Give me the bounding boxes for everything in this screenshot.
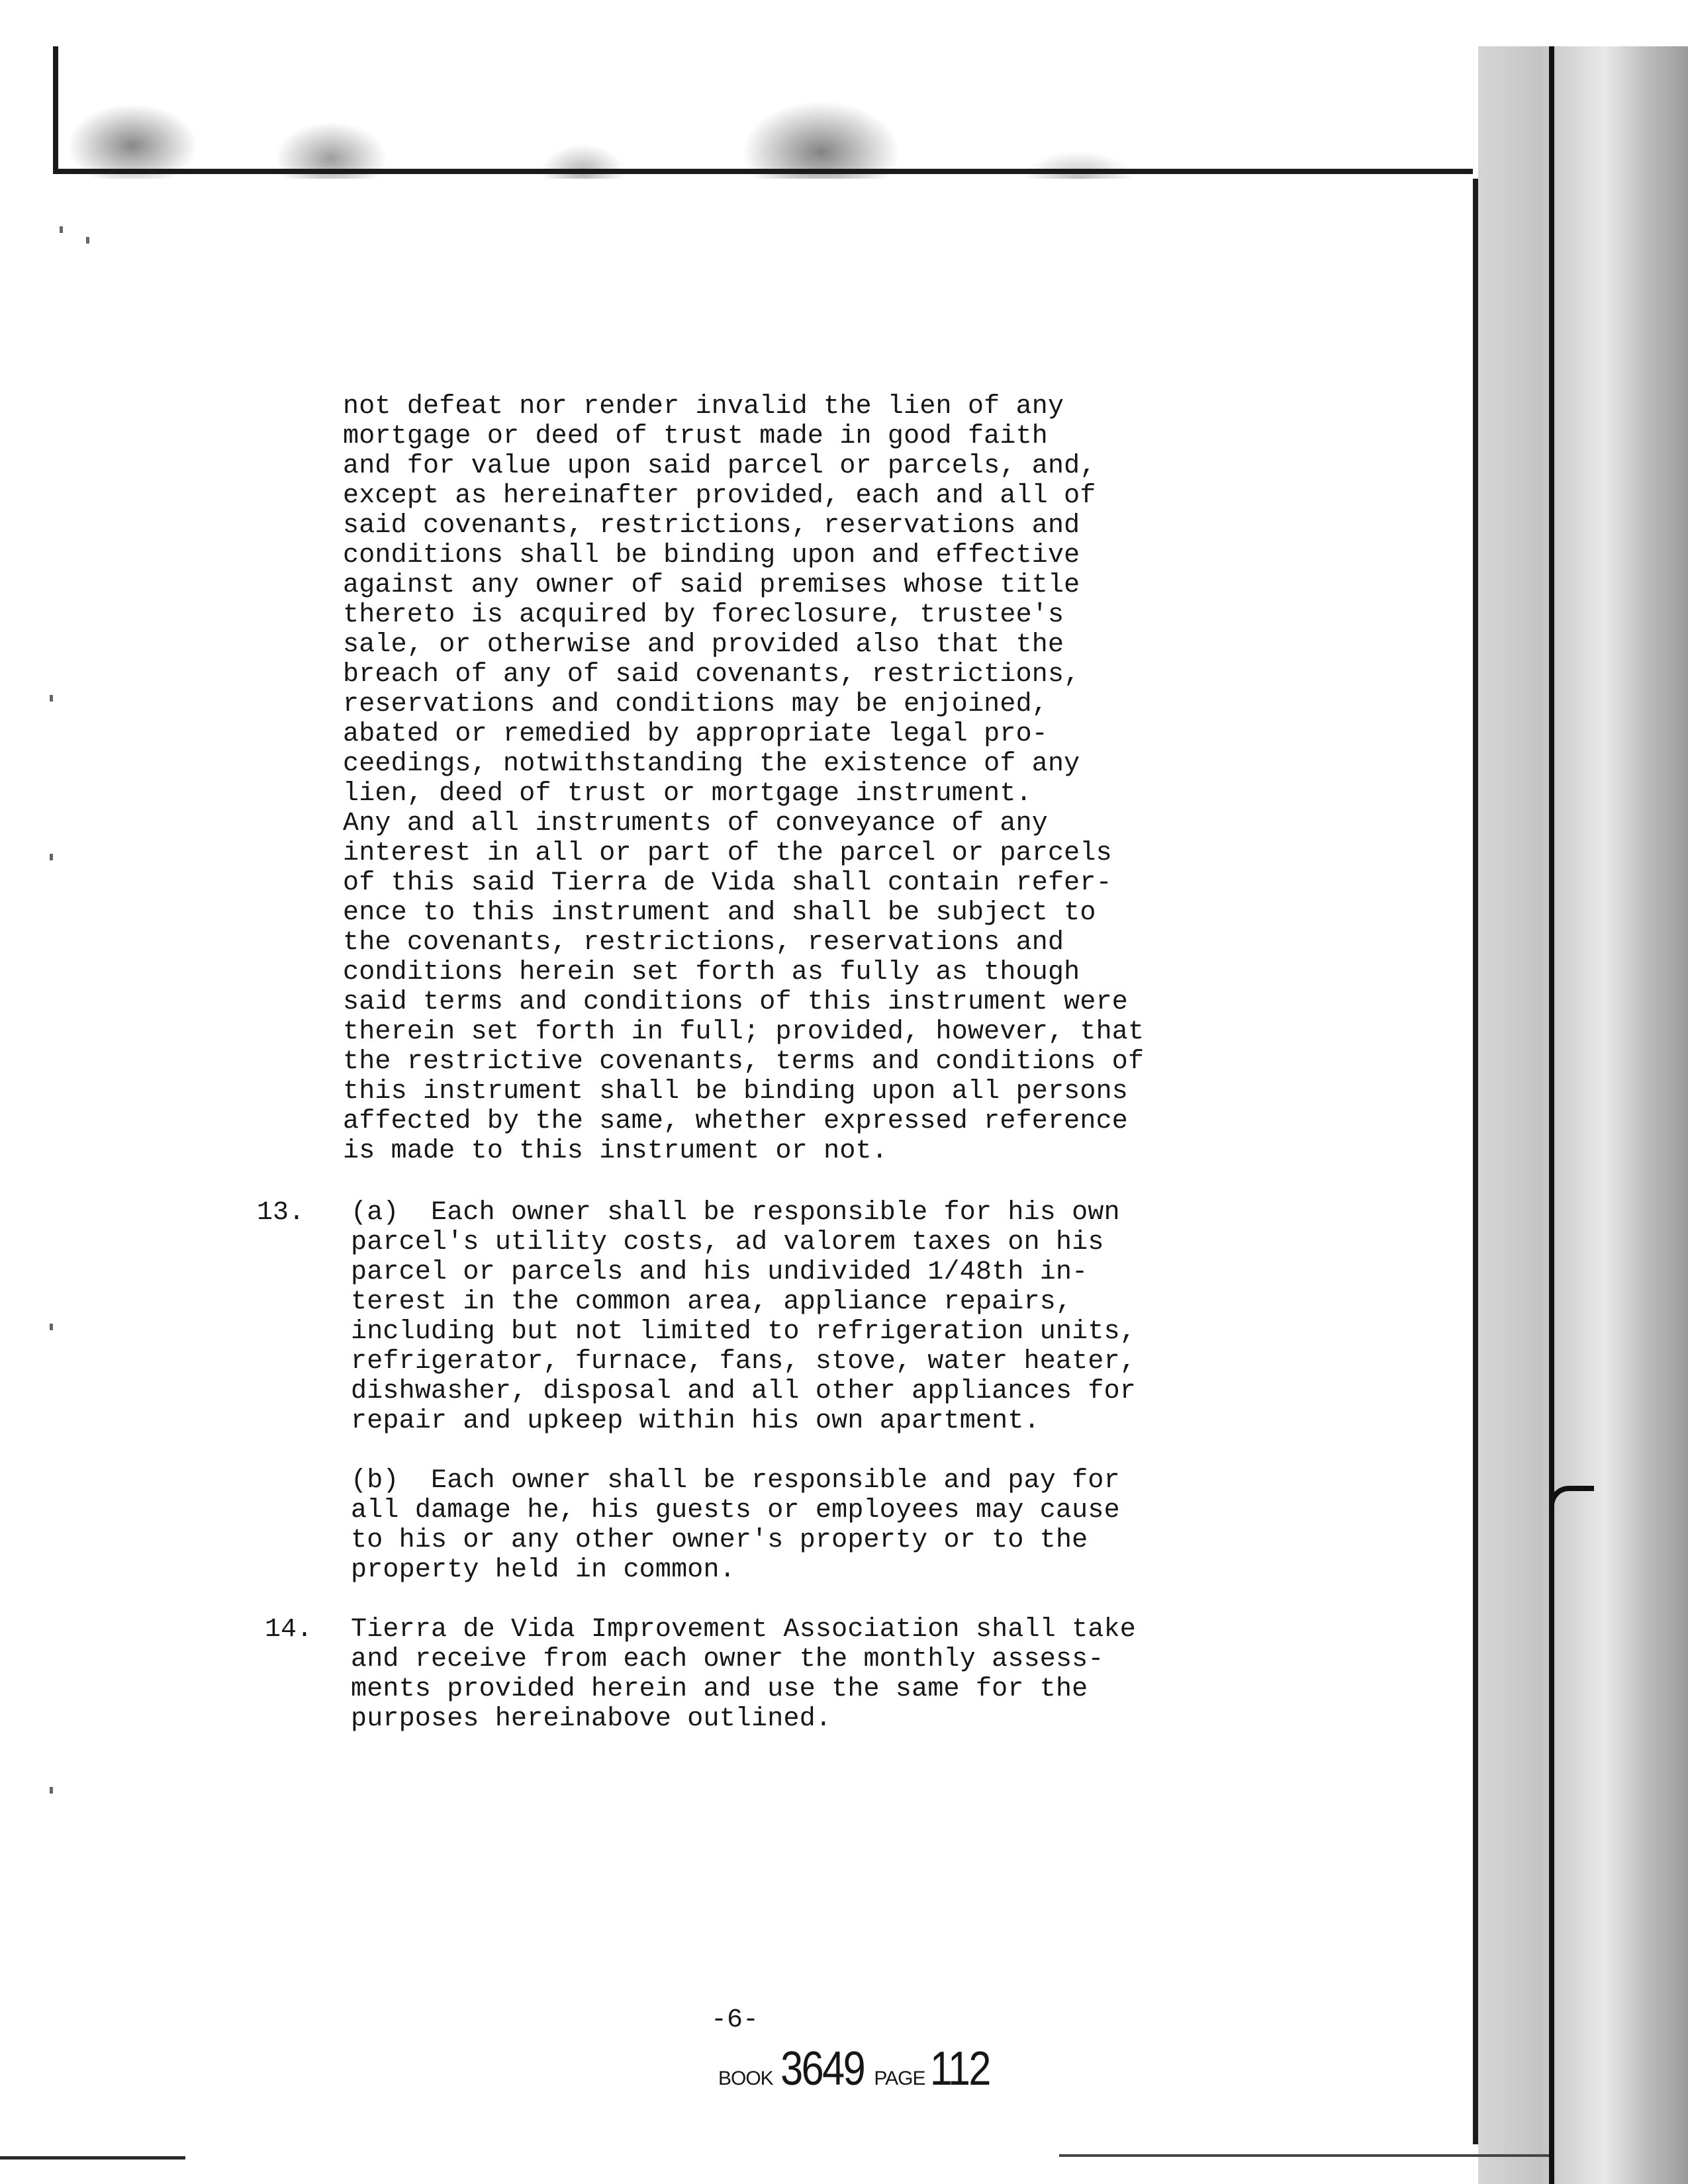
book-label: BOOK — [718, 2068, 773, 2089]
section-13-part-b — [351, 1466, 1120, 1585]
book-page-stamp — [718, 2042, 995, 2096]
section-14-line: Tierra de Vida Improvement Association shall take — [351, 1615, 1136, 1645]
scan-edge-bottom-right — [1059, 2154, 1549, 2157]
section-13-part-a — [351, 1198, 1136, 1436]
page-label: PAGE — [874, 2068, 925, 2089]
paragraph-line: lien, deed of trust or mortgage instrument. — [343, 779, 1032, 809]
section-13-b-line: property held in common. — [351, 1555, 735, 1585]
scan-edge-top — [53, 169, 1473, 174]
section-13-b-line: all damage he, his guests or employees may cause — [351, 1496, 1120, 1525]
paragraph-line: said covenants, restrictions, reservations and — [343, 511, 1080, 541]
paragraph-line: therein set forth in full; provided, however, that — [343, 1017, 1145, 1047]
paragraph-line: ence to this instrument and shall be subject to — [343, 898, 1096, 928]
paragraph-line: thereto is acquired by foreclosure, trustee's — [343, 600, 1064, 630]
section-13-b-line: to his or any other owner's property or to the — [351, 1525, 1088, 1555]
paragraph-line: the restrictive covenants, terms and conditions of — [343, 1047, 1145, 1077]
section-13-a-line: parcel or parcels and his undivided 1/48th in- — [351, 1257, 1088, 1287]
page-reference: 112 — [930, 2042, 990, 2095]
paragraph-line: affected by the same, whether expressed reference — [343, 1107, 1128, 1136]
paragraph-line: ceedings, notwithstanding the existence of any — [343, 749, 1080, 779]
paragraph-line: and for value upon said parcel or parcels, and, — [343, 451, 1096, 481]
margin-mark — [60, 226, 63, 233]
paragraph-line: this instrument shall be binding upon all persons — [343, 1077, 1128, 1107]
paragraph-line: not defeat nor render invalid the lien of any — [343, 392, 1064, 422]
scan-shadow-right — [1478, 46, 1688, 2184]
scan-edge-bottom-left — [0, 2156, 185, 2160]
paragraph-continuation — [343, 392, 1144, 1166]
paragraph-line: against any owner of said premises whose title — [343, 570, 1080, 600]
margin-mark — [50, 1324, 53, 1330]
section-14-line: purposes hereinabove outlined. — [351, 1704, 832, 1734]
section-13-a-line: repair and upkeep within his own apartment. — [351, 1406, 1040, 1436]
section-13-a-line: including but not limited to refrigeration units, — [351, 1317, 1136, 1347]
section-13-b-line: (b) Each owner shall be responsible and pay for — [351, 1466, 1120, 1496]
section-13-a-line: terest in the common area, appliance repairs, — [351, 1287, 1072, 1317]
section-13-a-line: refrigerator, furnace, fans, stove, water heater, — [351, 1347, 1136, 1377]
paragraph-line: sale, or otherwise and provided also that the — [343, 630, 1064, 660]
margin-mark — [50, 1787, 53, 1794]
paragraph-line: is made to this instrument or not. — [343, 1136, 888, 1166]
page-number: -6- — [710, 2005, 759, 2035]
paragraph-line: breach of any of said covenants, restrictions, — [343, 660, 1080, 690]
paragraph-line: conditions shall be binding upon and effective — [343, 541, 1080, 570]
paragraph-line: interest in all or part of the parcel or parcels — [343, 839, 1112, 868]
section-number-14: 14. — [265, 1615, 313, 1645]
section-number-13: 13. — [257, 1198, 305, 1228]
section-14-text — [351, 1615, 1136, 1734]
paragraph-line: except as hereinafter provided, each and all of — [343, 481, 1096, 511]
section-13-a-line: parcel's utility costs, ad valorem taxes on his — [351, 1228, 1104, 1257]
binder-clip-mark — [1549, 1486, 1594, 1534]
section-14-line: and receive from each owner the monthly assess- — [351, 1645, 1104, 1674]
scan-edge-left — [53, 46, 58, 172]
book-number: 3649 — [780, 2042, 864, 2095]
margin-mark — [50, 854, 53, 860]
paragraph-line: the covenants, restrictions, reservations and — [343, 928, 1064, 958]
margin-mark — [86, 237, 89, 244]
section-13-a-line: dishwasher, disposal and all other appliances for — [351, 1377, 1136, 1406]
paragraph-line: of this said Tierra de Vida shall contain refer- — [343, 868, 1112, 898]
margin-mark — [50, 695, 53, 702]
paragraph-line: Any and all instruments of conveyance of any — [343, 809, 1048, 839]
section-13-a-line: (a) Each owner shall be responsible for his own — [351, 1198, 1120, 1228]
paragraph-line: reservations and conditions may be enjoined, — [343, 690, 1048, 719]
scan-noise-top — [53, 46, 1470, 179]
section-14-line: ments provided herein and use the same for the — [351, 1674, 1088, 1704]
paragraph-line: abated or remedied by appropriate legal pro- — [343, 719, 1048, 749]
paragraph-line: conditions herein set forth as fully as though — [343, 958, 1080, 987]
scan-binding-band — [1549, 46, 1554, 2184]
scan-edge-right — [1473, 179, 1478, 2144]
paragraph-line: mortgage or deed of trust made in good faith — [343, 422, 1048, 451]
paragraph-line: said terms and conditions of this instrument were — [343, 987, 1128, 1017]
